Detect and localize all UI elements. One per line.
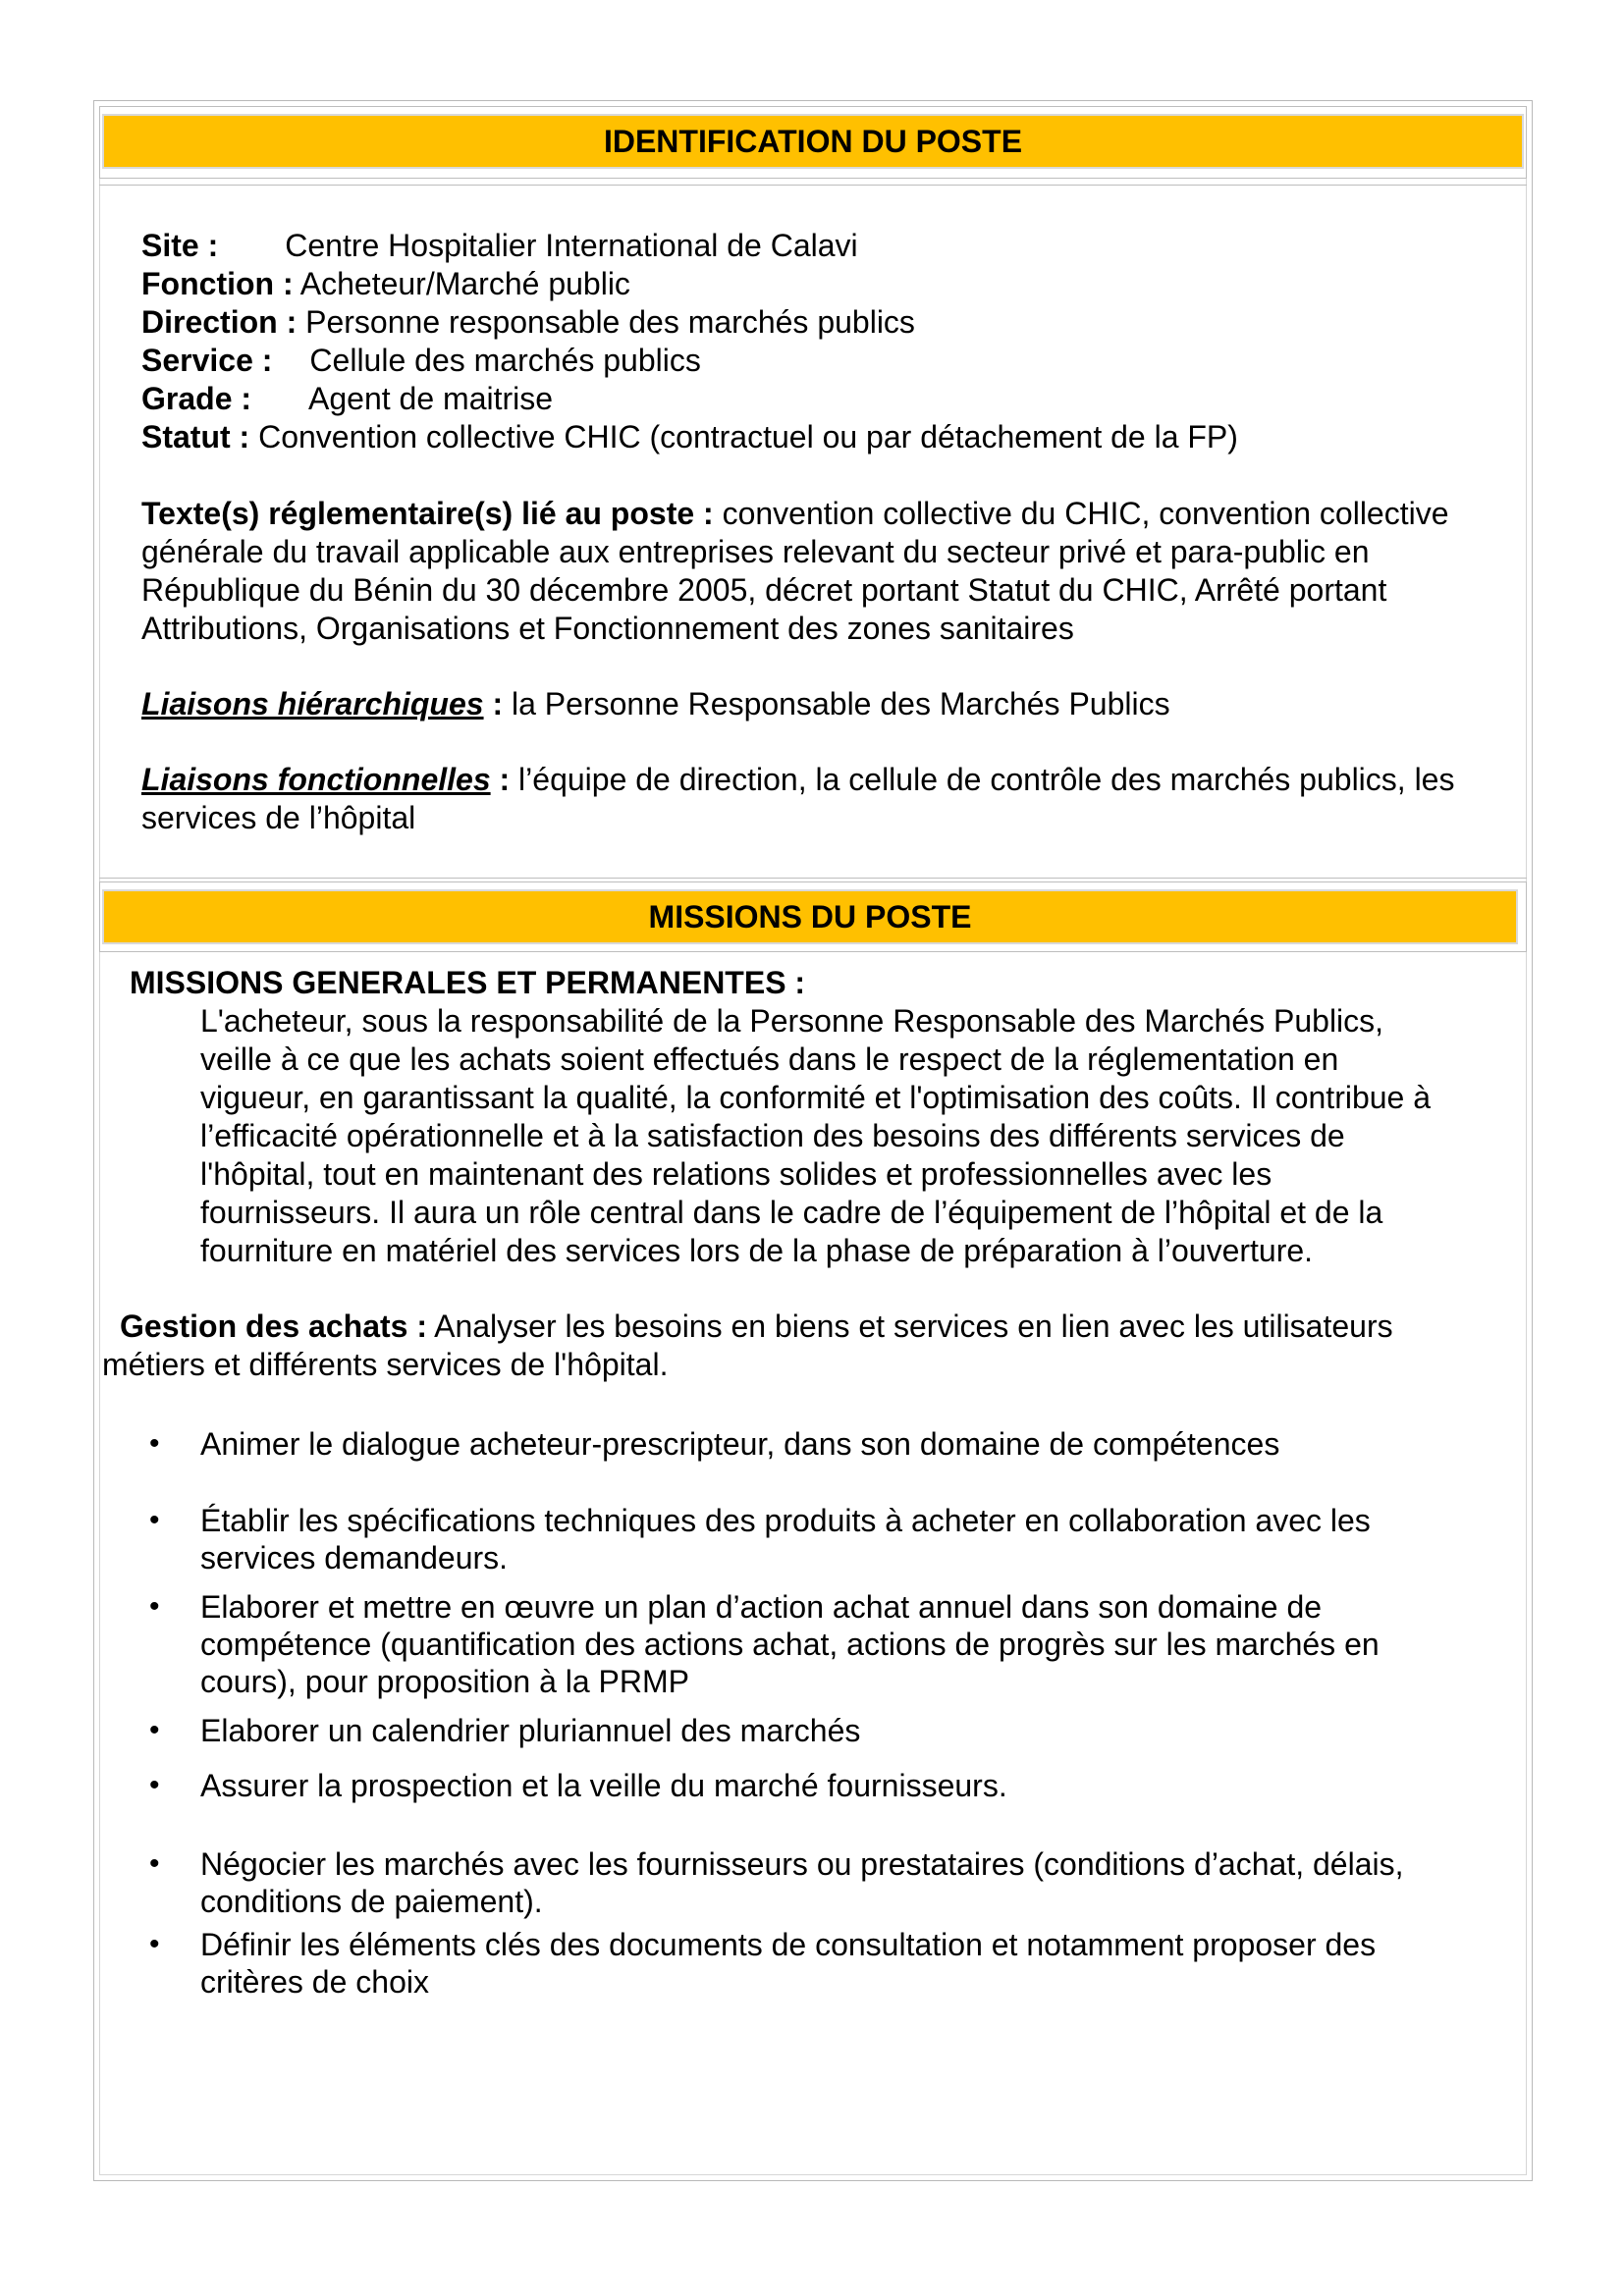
bullet-item-line: compétence (quantification des actions achat, actions de progrès sur les marchés en: [200, 1627, 1380, 1662]
bullet-icon: •: [149, 1928, 160, 1960]
service-label: Service :: [141, 343, 273, 378]
fonction-label: Fonction :: [141, 266, 294, 301]
bullet-icon: •: [149, 1769, 160, 1801]
gestion-achats-label: Gestion des achats :: [120, 1308, 427, 1344]
fonction-row: [141, 265, 630, 303]
missions-top-divider: [99, 878, 1527, 879]
liaisons-hierarchiques-row: [141, 685, 1170, 723]
statut-value: Convention collective CHIC (contractuel ou par détachement de la FP): [258, 419, 1238, 454]
missions-generales-line: veille à ce que les achats soient effectués dans le respect de la réglementation en: [200, 1041, 1339, 1077]
bullet-item-line: cours), pour proposition à la PRMP: [200, 1664, 689, 1699]
identification-divider: [99, 185, 1527, 186]
bullet-icon: •: [149, 1590, 160, 1623]
missions-generales-line: vigueur, en garantissant la qualité, la conformité et l'optimisation des coûts. Il contribue à: [200, 1080, 1432, 1115]
liaisons-hierarchiques-label: Liaisons hiérarchiques: [141, 686, 484, 721]
liaisons-hierarchiques-value: la Personne Responsable des Marchés Publics: [512, 686, 1170, 721]
site-label: Site :: [141, 228, 219, 263]
site-row: [141, 227, 858, 265]
service-value: Cellule des marchés publics: [309, 343, 701, 378]
grade-value: Agent de maitrise: [308, 381, 554, 416]
missions-generales-line: l’efficacité opérationnelle et à la satisfaction des besoins des différents services de: [200, 1118, 1345, 1153]
missions-generales-heading: MISSIONS GENERALES ET PERMANENTES :: [130, 965, 806, 1000]
bullet-item-line: Elaborer un calendrier pluriannuel des marchés: [200, 1713, 861, 1748]
liaisons-fonctionnelles-line-2: services de l’hôpital: [141, 800, 416, 835]
bullet-icon: •: [149, 1714, 160, 1746]
bullet-item-line: Établir les spécifications techniques des produits à acheter en collaboration avec les: [200, 1503, 1371, 1538]
bullet-item-line: Assurer la prospection et la veille du marché fournisseurs.: [200, 1768, 1007, 1803]
missions-generales-line: fournisseurs. Il aura un rôle central dans le cadre de l’équipement de l’hôpital et de la: [200, 1195, 1383, 1230]
bullet-item-line: Négocier les marchés avec les fournisseurs ou prestataires (conditions d’achat, délais,: [200, 1846, 1404, 1882]
bullet-item-line: Elaborer et mettre en œuvre un plan d’action achat annuel dans son domaine de: [200, 1589, 1323, 1625]
service-row: [141, 342, 701, 380]
bullet-icon: •: [149, 1427, 160, 1460]
liaisons-fonctionnelles-colon: :: [499, 762, 511, 797]
gestion-achats-value-1: Analyser les besoins en biens et services en lien avec les utilisateurs: [434, 1308, 1393, 1344]
site-value: Centre Hospitalier International de Calavi: [285, 228, 858, 263]
textes-label: Texte(s) réglementaire(s) lié au poste :: [141, 496, 714, 531]
textes-value-1: convention collective du CHIC, convention collective: [722, 496, 1449, 531]
bullet-item-line: services demandeurs.: [200, 1540, 509, 1575]
liaisons-fonctionnelles-row: [141, 761, 1454, 799]
statut-label: Statut :: [141, 419, 250, 454]
bullet-item-line: conditions de paiement).: [200, 1884, 543, 1919]
textes-line-1: [141, 495, 1449, 533]
missions-title: MISSIONS DU POSTE: [102, 889, 1518, 944]
bullet-icon: •: [149, 1847, 160, 1880]
bullet-item-line: critères de choix: [200, 1964, 429, 2000]
fonction-value: Acheteur/Marché public: [299, 266, 630, 301]
missions-generales-line: L'acheteur, sous la responsabilité de la Personne Responsable des Marchés Publics,: [200, 1003, 1384, 1039]
textes-line-4: Attributions, Organisations et Fonctionnement des zones sanitaires: [141, 611, 1074, 646]
gestion-achats-line-2: métiers et différents services de l'hôpital.: [102, 1347, 669, 1382]
direction-label: Direction :: [141, 304, 298, 340]
identification-title: IDENTIFICATION DU POSTE: [102, 114, 1524, 169]
missions-generales-line: fourniture en matériel des services lors de la phase de préparation à l’ouverture.: [200, 1233, 1314, 1268]
missions-generales-line: l'hôpital, tout en maintenant des relations solides et professionnelles avec les: [200, 1156, 1272, 1192]
direction-row: [141, 303, 915, 342]
gestion-achats-line-1: [120, 1308, 1393, 1346]
textes-line-3: République du Bénin du 30 décembre 2005, décret portant Statut du CHIC, Arrêté portant: [141, 572, 1387, 608]
liaisons-hierarchiques-colon: :: [492, 686, 504, 721]
bullet-item-line: Animer le dialogue acheteur-prescripteur, dans son domaine de compétences: [200, 1426, 1280, 1462]
liaisons-fonctionnelles-label: Liaisons fonctionnelles: [141, 762, 491, 797]
grade-label: Grade :: [141, 381, 252, 416]
statut-row: [141, 418, 1238, 456]
bullet-item-line: Définir les éléments clés des documents de consultation et notamment proposer des: [200, 1927, 1377, 1962]
bullet-icon: •: [149, 1504, 160, 1536]
grade-row: [141, 380, 553, 418]
textes-line-2: générale du travail applicable aux entreprises relevant du secteur privé et para-public en: [141, 534, 1370, 569]
direction-value: Personne responsable des marchés publics: [305, 304, 915, 340]
liaisons-fonctionnelles-value-1: l’équipe de direction, la cellule de contrôle des marchés publics, les: [518, 762, 1455, 797]
